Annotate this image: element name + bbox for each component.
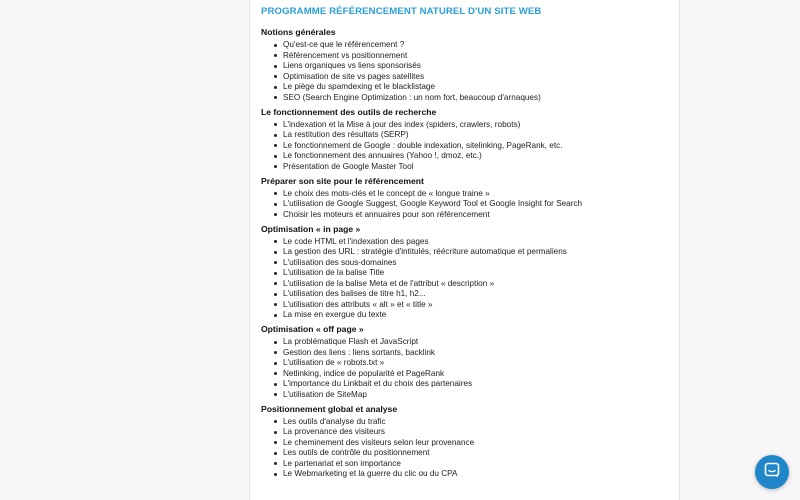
- bullet-icon: [274, 462, 277, 465]
- list-item-text: Le Webmarketing et la guerre du clic ou du CPA: [283, 469, 458, 478]
- list-item-text: L'utilisation de Google Suggest, Google Keyword Tool et Google Insight for Search: [283, 199, 583, 208]
- bullet-icon: [274, 165, 277, 168]
- bullet-icon: [274, 54, 277, 57]
- list-item: [283, 300, 679, 311]
- chat-bubble-icon: [764, 462, 780, 483]
- bullet-icon: [274, 240, 277, 243]
- list-item: [283, 289, 679, 300]
- bullet-icon: [274, 261, 277, 264]
- section-item-list: [261, 417, 679, 480]
- list-item: [283, 258, 679, 269]
- bullet-icon: [274, 473, 277, 476]
- section-heading: Optimisation « in page »: [261, 223, 361, 234]
- list-item-text: Les outils de contrôle du positionnement: [283, 448, 430, 457]
- list-item: [283, 120, 679, 131]
- list-item-text: L'utilisation des balises de titre h1, h2...: [283, 289, 426, 298]
- list-item: [283, 427, 679, 438]
- bullet-icon: [274, 372, 277, 375]
- list-item: [283, 162, 679, 173]
- bullet-icon: [274, 282, 277, 285]
- document-title: PROGRAMME RÉFÉRENCEMENT NATUREL D'UN SITE WEB: [261, 6, 542, 17]
- bullet-icon: [274, 441, 277, 444]
- list-item-text: Le choix des mots-clés et le concept de « longue traine »: [283, 188, 490, 198]
- bullet-icon: [274, 96, 277, 99]
- list-item: [283, 417, 679, 428]
- list-item: [283, 72, 679, 83]
- program-section: [261, 224, 679, 321]
- list-item-text: La mise en exergue du texte: [283, 310, 387, 319]
- bullet-icon: [274, 123, 277, 126]
- bullet-icon: [274, 65, 277, 68]
- list-item: [283, 141, 679, 152]
- bullet-icon: [274, 86, 277, 89]
- bullet-icon: [274, 341, 277, 344]
- list-item-text: Le fonctionnement des annuaires (Yahoo !, dmoz, etc.): [283, 151, 482, 160]
- section-heading: Le fonctionnement des outils de recherche: [261, 106, 437, 117]
- document-page: [249, 0, 680, 500]
- section-heading: Optimisation « off page »: [261, 324, 364, 334]
- bullet-icon: [274, 420, 277, 423]
- list-item-text: SEO (Search Engine Optimization : un nom fort, beaucoup d'arnaques): [283, 92, 541, 102]
- list-item: [283, 337, 679, 348]
- program-sections: [261, 27, 679, 480]
- list-item: [283, 40, 679, 51]
- bullet-icon: [274, 452, 277, 455]
- list-item-text: L'utilisation de la balise Title: [283, 268, 385, 277]
- list-item-text: L'importance du Linkbait et du choix des partenaires: [283, 379, 473, 388]
- list-item-text: Présentation de Google Master Tool: [283, 161, 414, 171]
- list-item: [283, 61, 679, 72]
- list-item: [283, 247, 679, 258]
- list-item: [283, 390, 679, 401]
- bullet-icon: [274, 431, 277, 434]
- program-section: [261, 176, 679, 221]
- list-item-text: Optimisation de site vs pages satellites: [283, 71, 425, 81]
- section-item-list: [261, 189, 679, 221]
- list-item-text: Les outils d'analyse du trafic: [283, 416, 386, 426]
- list-item-text: Qu'est-ce que le référencement ?: [283, 40, 405, 49]
- list-item: [283, 379, 679, 390]
- bullet-icon: [274, 303, 277, 306]
- list-item-text: L'utilisation des attributs « alt » et « title »: [283, 299, 433, 309]
- bullet-icon: [274, 75, 277, 78]
- list-item-text: Liens organiques vs liens sponsorisés: [283, 61, 421, 70]
- section-item-list: [261, 337, 679, 400]
- list-item: [283, 469, 679, 480]
- program-section: [261, 107, 679, 173]
- list-item-text: La gestion des URL : stratégie d'intitulés, réécriture automatique et permaliens: [283, 247, 567, 256]
- list-item: [283, 189, 679, 200]
- list-item: [283, 93, 679, 104]
- program-section: [261, 324, 679, 400]
- list-item-text: Le cheminement des visiteurs selon leur provenance: [283, 437, 475, 447]
- chat-button[interactable]: [755, 455, 789, 489]
- section-item-list: [261, 120, 679, 173]
- section-heading: Positionnement global et analyse: [261, 403, 398, 414]
- list-item-text: Le piège du spamdexing et le blacklistage: [283, 82, 436, 91]
- list-item: [283, 51, 679, 62]
- list-item-text: L'utilisation de la balise Meta et de l'attribut « description »: [283, 278, 495, 288]
- list-item: [283, 459, 679, 470]
- list-item: [283, 151, 679, 162]
- bullet-icon: [274, 192, 277, 195]
- bullet-icon: [274, 144, 277, 147]
- list-item: [283, 348, 679, 359]
- list-item-text: La provenance des visiteurs: [283, 427, 385, 436]
- bullet-icon: [274, 314, 277, 317]
- program-section: [261, 404, 679, 480]
- list-item: [283, 268, 679, 279]
- bullet-icon: [274, 362, 277, 365]
- section-item-list: [261, 40, 679, 103]
- section-heading: Notions générales: [261, 27, 336, 37]
- bullet-icon: [274, 293, 277, 296]
- section-heading: Préparer son site pour le référencement: [261, 175, 424, 186]
- list-item-text: Choisir les moteurs et annuaires pour son référencement: [283, 209, 490, 219]
- list-item: [283, 369, 679, 380]
- list-item-text: L'indexation et la Mise à jour des index (spiders, crawlers, robots): [283, 119, 521, 129]
- list-item: [283, 130, 679, 141]
- list-item-text: Le partenariat et son importance: [283, 458, 401, 468]
- bullet-icon: [274, 351, 277, 354]
- list-item: [283, 310, 679, 321]
- bullet-icon: [274, 134, 277, 137]
- list-item: [283, 358, 679, 369]
- bullet-icon: [274, 203, 277, 206]
- list-item: [283, 82, 679, 93]
- list-item-text: La restitution des résultats (SERP): [283, 130, 409, 139]
- list-item-text: L'utilisation des sous-domaines: [283, 257, 397, 267]
- list-item-text: Le fonctionnement de Google : double indexation, sitelinking, PageRank, etc.: [283, 140, 563, 150]
- list-item: [283, 438, 679, 449]
- bullet-icon: [274, 272, 277, 275]
- list-item: [283, 279, 679, 290]
- list-item-text: Gestion des liens : liens sortants, backlink: [283, 347, 435, 357]
- list-item: [283, 448, 679, 459]
- list-item-text: Netlinking, indice de popularité et PageRank: [283, 368, 445, 378]
- bullet-icon: [274, 44, 277, 47]
- list-item-text: Référencement vs positionnement: [283, 50, 408, 60]
- bullet-icon: [274, 383, 277, 386]
- list-item-text: Le code HTML et l'indexation des pages: [283, 236, 429, 246]
- list-item: [283, 210, 679, 221]
- list-item-text: La problématique Flash et JavaScript: [283, 337, 419, 346]
- list-item-text: L'utilisation de « robots.txt »: [283, 358, 385, 367]
- bullet-icon: [274, 393, 277, 396]
- bullet-icon: [274, 213, 277, 216]
- list-item: [283, 199, 679, 210]
- program-section: [261, 27, 679, 103]
- bullet-icon: [274, 251, 277, 254]
- list-item: [283, 237, 679, 248]
- bullet-icon: [274, 155, 277, 158]
- list-item-text: L'utilisation de SiteMap: [283, 389, 367, 399]
- section-item-list: [261, 237, 679, 321]
